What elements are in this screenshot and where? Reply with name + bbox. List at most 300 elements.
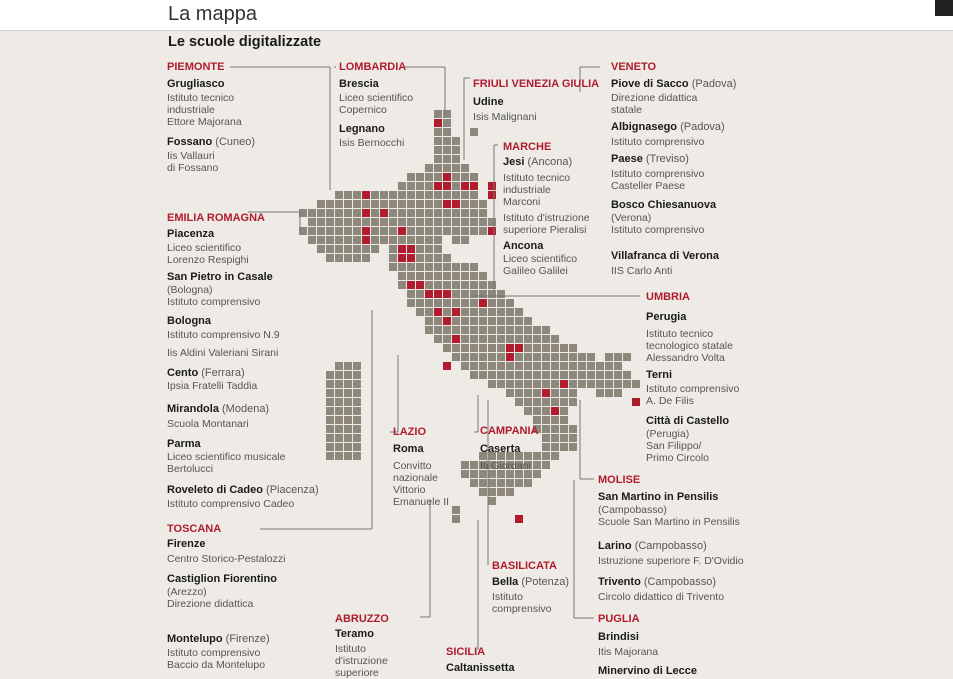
map-square xyxy=(542,452,550,460)
map-square xyxy=(479,317,487,325)
town-province: (Padova) xyxy=(680,121,725,133)
map-square xyxy=(533,416,541,424)
map-square xyxy=(461,236,469,244)
map-square xyxy=(452,137,460,145)
desc-san-pietro-in-casale: (Bologna) Istituto comprensivo xyxy=(167,284,261,308)
map-square xyxy=(452,290,460,298)
town-name: Terni xyxy=(646,369,673,381)
region-marche: MARCHE xyxy=(503,141,552,153)
region-sicilia: SICILIA xyxy=(446,646,486,658)
map-square xyxy=(542,344,550,352)
region-abruzzo: ABRUZZO xyxy=(335,613,389,625)
page-title: La mappa xyxy=(168,3,257,25)
map-square xyxy=(416,191,424,199)
map-square xyxy=(470,191,478,199)
map-square xyxy=(344,407,352,415)
map-square xyxy=(353,389,361,397)
map-square xyxy=(533,353,541,361)
town-name: Bosco Chiesanuova xyxy=(611,199,717,211)
desc-firenze: Centro Storico-Pestalozzi xyxy=(167,553,286,565)
map-square xyxy=(326,389,334,397)
region-basilicata: BASILICATA xyxy=(492,560,557,572)
map-square xyxy=(470,335,478,343)
map-square xyxy=(326,209,334,217)
map-square xyxy=(398,200,406,208)
map-square xyxy=(488,326,496,334)
map-square xyxy=(524,452,532,460)
map-square xyxy=(533,371,541,379)
map-square xyxy=(551,335,559,343)
map-square xyxy=(362,200,370,208)
desc-fossano: Iis Vallauri di Fossano xyxy=(167,150,219,174)
map-square xyxy=(470,281,478,289)
region-molise: MOLISE xyxy=(598,474,641,486)
map-square xyxy=(560,389,568,397)
map-square xyxy=(335,209,343,217)
town-name: Albignasego xyxy=(611,121,678,133)
map-square xyxy=(560,398,568,406)
school-marker xyxy=(425,290,433,298)
map-square xyxy=(452,164,460,172)
desc-larino: Istruzione superiore F. D'Ovidio xyxy=(598,555,744,567)
map-square xyxy=(488,362,496,370)
school-marker xyxy=(434,182,442,190)
region-lombardia: LOMBARDIA xyxy=(339,61,407,73)
map-square xyxy=(533,326,541,334)
map-square xyxy=(452,263,460,271)
map-square xyxy=(569,353,577,361)
map-square xyxy=(353,416,361,424)
map-square xyxy=(614,371,622,379)
map-square xyxy=(488,380,496,388)
desc-grugliasco: Istituto tecnico industriale Ettore Majorana xyxy=(167,92,242,128)
map-square xyxy=(443,146,451,154)
map-square xyxy=(488,317,496,325)
map-square xyxy=(452,299,460,307)
town-name: Villafranca di Verona xyxy=(611,250,720,262)
map-square xyxy=(326,416,334,424)
map-square xyxy=(344,443,352,451)
map-square xyxy=(443,155,451,163)
map-square xyxy=(308,236,316,244)
map-square xyxy=(470,326,478,334)
town-name: Udine xyxy=(473,96,504,108)
map-square xyxy=(542,407,550,415)
town-name: Brindisi xyxy=(598,631,639,643)
map-square xyxy=(452,281,460,289)
map-square xyxy=(551,362,559,370)
map-square xyxy=(533,335,541,343)
desc-roma: Convitto nazionale Vittorio Emanuele II xyxy=(393,460,450,508)
map-square xyxy=(542,434,550,442)
map-square xyxy=(452,146,460,154)
map-square xyxy=(470,272,478,280)
map-square xyxy=(353,371,361,379)
map-square xyxy=(389,200,397,208)
map-square xyxy=(461,335,469,343)
town-larino xyxy=(598,540,707,552)
school-marker xyxy=(488,182,496,190)
map-square xyxy=(389,218,397,226)
map-square xyxy=(407,299,415,307)
map-square xyxy=(434,155,442,163)
map-square xyxy=(461,272,469,280)
map-square xyxy=(569,344,577,352)
map-square xyxy=(425,245,433,253)
map-square xyxy=(587,371,595,379)
map-square xyxy=(470,371,478,379)
map-square xyxy=(452,173,460,181)
map-square xyxy=(497,290,505,298)
town-name: Perugia xyxy=(646,311,687,323)
desc-bologna-2: Iis Aldini Valeriani Sirani xyxy=(167,347,279,359)
map-square xyxy=(434,137,442,145)
map-square xyxy=(533,398,541,406)
map-square xyxy=(479,362,487,370)
map-square xyxy=(488,281,496,289)
town-bella xyxy=(492,576,569,588)
school-marker xyxy=(443,200,451,208)
map-square xyxy=(488,299,496,307)
map-square xyxy=(443,344,451,352)
school-marker xyxy=(380,209,388,217)
map-square xyxy=(623,371,631,379)
town-castiglion-fiorentino xyxy=(167,573,277,585)
map-square xyxy=(371,191,379,199)
town-province: (Padova) xyxy=(691,78,737,90)
desc-piove-di-sacco: Direzione didattica statale xyxy=(611,92,698,116)
map-square xyxy=(515,380,523,388)
map-square xyxy=(416,209,424,217)
map-square xyxy=(497,344,505,352)
map-square xyxy=(461,200,469,208)
town-name: Montelupo xyxy=(167,633,223,645)
map-square xyxy=(353,245,361,253)
map-square xyxy=(434,263,442,271)
school-marker xyxy=(362,209,370,217)
map-square xyxy=(317,200,325,208)
map-square xyxy=(506,371,514,379)
map-square xyxy=(443,272,451,280)
map-square xyxy=(362,245,370,253)
map-square xyxy=(479,479,487,487)
town-province: (Piacenza) xyxy=(266,484,319,496)
map-square xyxy=(587,353,595,361)
map-square xyxy=(416,236,424,244)
school-marker xyxy=(398,245,406,253)
map-square xyxy=(623,380,631,388)
school-marker xyxy=(560,380,568,388)
map-square xyxy=(425,227,433,235)
map-square xyxy=(362,218,370,226)
map-square xyxy=(371,236,379,244)
map-square xyxy=(425,263,433,271)
map-square xyxy=(551,452,559,460)
desc-brindisi: Itis Majorana xyxy=(598,646,659,658)
map-square xyxy=(425,164,433,172)
school-marker xyxy=(542,389,550,397)
map-square xyxy=(434,335,442,343)
school-marker xyxy=(551,407,559,415)
school-marker xyxy=(362,236,370,244)
map-square xyxy=(497,299,505,307)
map-square xyxy=(452,353,460,361)
map-square xyxy=(335,407,343,415)
map-square xyxy=(425,254,433,262)
map-square xyxy=(326,434,334,442)
map-square xyxy=(353,209,361,217)
map-square xyxy=(524,317,532,325)
map-square xyxy=(560,362,568,370)
map-square xyxy=(551,443,559,451)
map-square xyxy=(569,398,577,406)
map-square xyxy=(497,371,505,379)
map-square xyxy=(506,380,514,388)
map-square xyxy=(497,335,505,343)
map-square xyxy=(326,227,334,235)
map-square xyxy=(479,353,487,361)
map-square xyxy=(326,245,334,253)
map-square xyxy=(308,227,316,235)
map-square xyxy=(479,488,487,496)
map-square xyxy=(515,479,523,487)
map-square xyxy=(524,353,532,361)
map-square xyxy=(380,227,388,235)
town-name: Caltanissetta xyxy=(446,662,515,674)
map-square xyxy=(452,506,460,514)
map-square xyxy=(452,227,460,235)
map-square xyxy=(470,308,478,316)
desc-montelupo: Istituto comprensivo Baccio da Montelupo xyxy=(167,647,266,671)
map-square xyxy=(506,335,514,343)
town-udine xyxy=(473,96,504,108)
map-square xyxy=(479,281,487,289)
town-province: (Ferrara) xyxy=(201,367,245,379)
map-square xyxy=(569,389,577,397)
map-square xyxy=(515,353,523,361)
map-square xyxy=(461,353,469,361)
town-parma xyxy=(167,438,201,450)
map-square xyxy=(488,479,496,487)
map-square xyxy=(569,425,577,433)
map-square xyxy=(416,263,424,271)
map-square xyxy=(470,344,478,352)
town-brindisi xyxy=(598,631,639,643)
map-square xyxy=(497,308,505,316)
map-square xyxy=(407,290,415,298)
map-square xyxy=(461,164,469,172)
map-square xyxy=(605,362,613,370)
map-square xyxy=(344,218,352,226)
desc-albignasego: Istituto comprensivo xyxy=(611,136,705,148)
map-square xyxy=(371,227,379,235)
map-square xyxy=(560,443,568,451)
map-square xyxy=(470,200,478,208)
map-square xyxy=(632,380,640,388)
map-square xyxy=(398,272,406,280)
map-square xyxy=(335,371,343,379)
town-name: Piacenza xyxy=(167,228,215,240)
map-square xyxy=(425,272,433,280)
map-square xyxy=(407,227,415,235)
map-square xyxy=(380,236,388,244)
desc-villafranca-di-verona: IIS Carlo Anti xyxy=(611,265,673,277)
map-square xyxy=(326,380,334,388)
desc-paese: Istituto comprensivo Casteller Paese xyxy=(611,168,705,192)
map-square xyxy=(335,425,343,433)
map-square xyxy=(380,218,388,226)
map-square xyxy=(434,191,442,199)
map-square xyxy=(569,434,577,442)
map-square xyxy=(470,227,478,235)
map-square xyxy=(344,371,352,379)
map-square xyxy=(479,371,487,379)
map-square xyxy=(614,353,622,361)
map-square xyxy=(488,344,496,352)
school-marker xyxy=(362,227,370,235)
map-square xyxy=(425,326,433,334)
town-province: (Ancona) xyxy=(527,156,573,168)
map-square xyxy=(515,317,523,325)
map-square xyxy=(443,164,451,172)
map-square xyxy=(389,191,397,199)
map-square xyxy=(344,416,352,424)
map-square xyxy=(335,191,343,199)
map-square xyxy=(506,488,514,496)
map-square xyxy=(371,218,379,226)
school-marker xyxy=(515,515,523,523)
school-marker xyxy=(407,281,415,289)
map-square xyxy=(506,326,514,334)
region-toscana: TOSCANA xyxy=(167,523,222,535)
map-square xyxy=(344,254,352,262)
town-montelupo xyxy=(167,633,270,645)
town-perugia xyxy=(646,311,686,323)
map-square xyxy=(407,200,415,208)
map-square xyxy=(515,362,523,370)
town-name: Jesi xyxy=(503,156,525,168)
town-province: (Campobasso) xyxy=(643,576,716,588)
map-square xyxy=(515,389,523,397)
map-square xyxy=(344,380,352,388)
map-square xyxy=(353,443,361,451)
map-square xyxy=(344,191,352,199)
map-square xyxy=(605,353,613,361)
map-square xyxy=(461,326,469,334)
map-square xyxy=(353,425,361,433)
map-square xyxy=(596,380,604,388)
desc-trivento: Circolo didattico di Trivento xyxy=(598,591,725,603)
town-name: Paese xyxy=(611,153,643,165)
desc-caserta: Iti Giordani xyxy=(480,460,531,472)
map-square xyxy=(461,362,469,370)
map-square xyxy=(416,290,424,298)
map-square xyxy=(335,434,343,442)
map-square xyxy=(389,254,397,262)
map-square xyxy=(371,200,379,208)
map-square xyxy=(416,200,424,208)
map-square xyxy=(398,263,406,271)
map-square xyxy=(488,218,496,226)
map-square xyxy=(452,272,460,280)
map-square xyxy=(425,191,433,199)
school-marker xyxy=(488,191,496,199)
map-square xyxy=(416,182,424,190)
town-piove-di-sacco xyxy=(611,78,736,90)
map-square xyxy=(461,470,469,478)
town-bologna xyxy=(167,315,211,327)
town-villafranca-di-verona xyxy=(611,250,719,262)
town-name: Minervino di Lecce xyxy=(598,665,698,677)
region-umbria: UMBRIA xyxy=(646,291,690,303)
map-square xyxy=(353,380,361,388)
school-marker xyxy=(506,344,514,352)
map-square xyxy=(443,191,451,199)
map-square xyxy=(560,407,568,415)
map-square xyxy=(353,407,361,415)
map-square xyxy=(515,398,523,406)
town-fossano xyxy=(167,136,255,148)
map-square xyxy=(389,245,397,253)
desc-ancona: Liceo scientifico Galileo Galilei xyxy=(503,253,578,277)
map-square xyxy=(488,488,496,496)
desc-mirandola: Scuola Montanari xyxy=(167,418,249,430)
map-square xyxy=(470,263,478,271)
map-square xyxy=(326,254,334,262)
map-square xyxy=(308,209,316,217)
map-square xyxy=(479,272,487,280)
map-square xyxy=(326,398,334,406)
map-square xyxy=(362,254,370,262)
map-square xyxy=(479,326,487,334)
map-square xyxy=(470,470,478,478)
map-square xyxy=(425,200,433,208)
map-square xyxy=(461,461,469,469)
town-trivento xyxy=(598,576,716,588)
map-square xyxy=(317,227,325,235)
map-square xyxy=(389,209,397,217)
map-square xyxy=(542,425,550,433)
map-square xyxy=(488,353,496,361)
town-province: (Cuneo) xyxy=(215,136,256,148)
map-square xyxy=(524,326,532,334)
map-square xyxy=(308,218,316,226)
map-square xyxy=(353,236,361,244)
map-square xyxy=(533,389,541,397)
map-square xyxy=(326,200,334,208)
town-bosco-chiesanuova xyxy=(611,199,716,211)
map-square xyxy=(353,452,361,460)
town-name: Bella xyxy=(492,576,519,588)
map-square xyxy=(497,479,505,487)
map-square xyxy=(524,389,532,397)
map-square xyxy=(551,344,559,352)
town-name: Mirandola xyxy=(167,403,219,415)
town-name: Fossano xyxy=(167,136,213,148)
map-square xyxy=(578,353,586,361)
map-square xyxy=(326,452,334,460)
map-square xyxy=(542,461,550,469)
map-square xyxy=(425,299,433,307)
map-square xyxy=(425,218,433,226)
town-san-martino-in-pensilis xyxy=(598,491,718,503)
map-square xyxy=(533,470,541,478)
map-square xyxy=(506,362,514,370)
map-square xyxy=(479,308,487,316)
map-square xyxy=(407,272,415,280)
map-square xyxy=(398,236,406,244)
map-square xyxy=(533,407,541,415)
